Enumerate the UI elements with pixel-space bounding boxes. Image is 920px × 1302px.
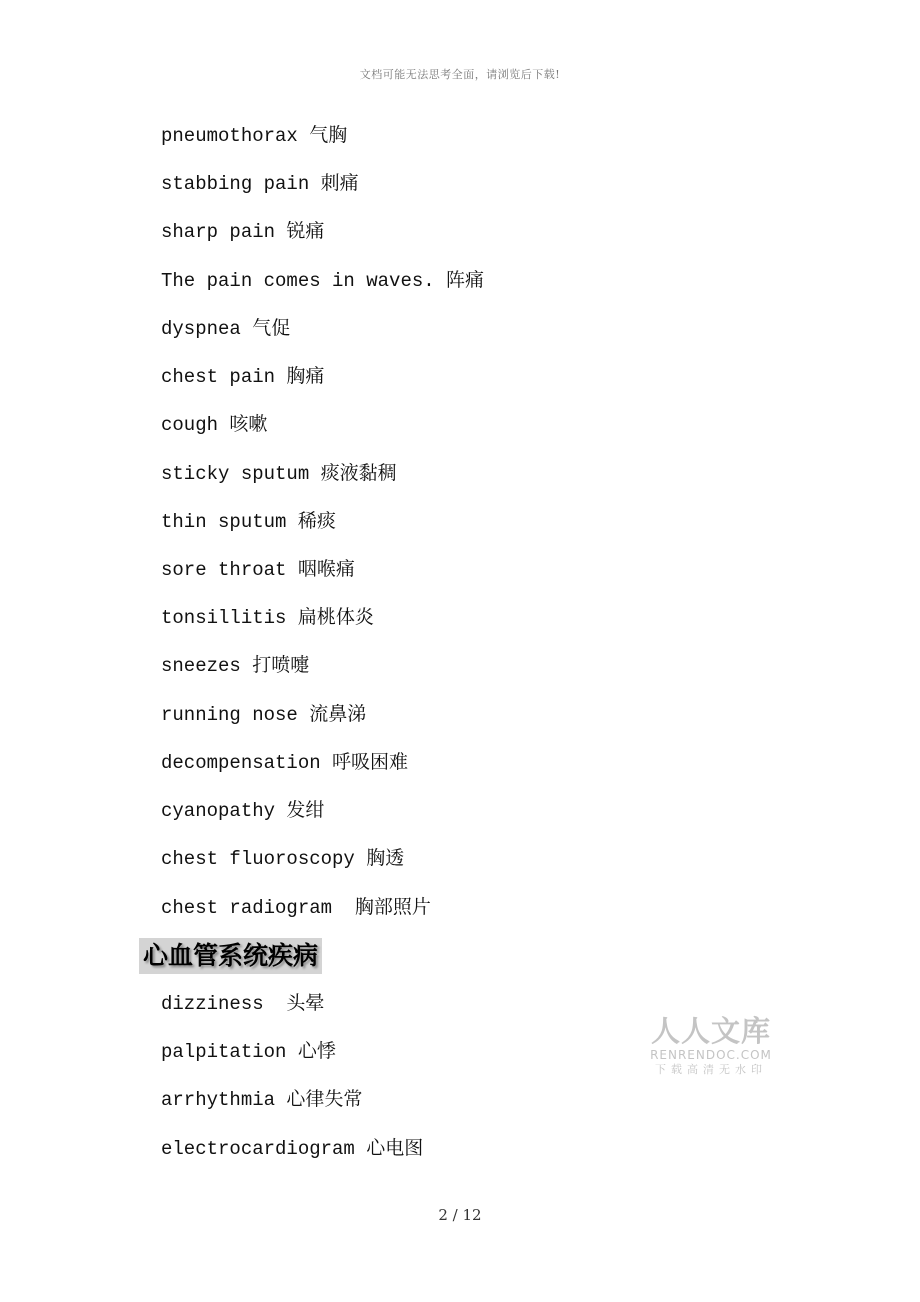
term-line: chest fluoroscopy 胸透: [161, 848, 405, 870]
term-line: decompensation 呼吸困难: [161, 752, 409, 774]
term-line: sore throat 咽喉痛: [161, 559, 355, 581]
term-line: dizziness 头晕: [161, 993, 325, 1015]
watermark-site: RENRENDOC.COM: [650, 1048, 772, 1062]
term-line: cyanopathy 发绀: [161, 800, 325, 822]
term-line: running nose 流鼻涕: [161, 704, 367, 726]
term-line: cough 咳嗽: [161, 414, 268, 436]
renrendoc-watermark: [646, 1014, 776, 1078]
watermark-tagline: 下载高清无水印: [655, 1063, 767, 1076]
term-line: electrocardiogram 心电图: [161, 1138, 424, 1160]
term-line: stabbing pain 刺痛: [161, 173, 359, 195]
term-line: thin sputum 稀痰: [161, 511, 336, 533]
watermark-title: 人人文库: [650, 1014, 771, 1048]
term-line: chest pain 胸痛: [161, 366, 325, 388]
header-note: 文档可能无法思考全面，请浏览后下载!: [359, 68, 561, 81]
term-line: The pain comes in waves. 阵痛: [161, 270, 485, 292]
term-line: chest radiogram 胸部照片: [161, 897, 431, 919]
term-line: dyspnea 气促: [161, 318, 291, 340]
term-line: tonsillitis 扁桃体炎: [161, 607, 374, 629]
term-line: sticky sputum 痰液黏稠: [161, 463, 397, 485]
term-line: pneumothorax 气胸: [161, 125, 348, 147]
page-number: 2 / 12: [438, 1206, 482, 1224]
section-heading: 心血管系统疾病: [139, 938, 322, 974]
term-line: palpitation 心悸: [161, 1041, 336, 1063]
term-line: sharp pain 锐痛: [161, 221, 325, 243]
term-line: sneezes 打喷嚏: [161, 655, 310, 677]
term-line: arrhythmia 心律失常: [161, 1089, 363, 1111]
